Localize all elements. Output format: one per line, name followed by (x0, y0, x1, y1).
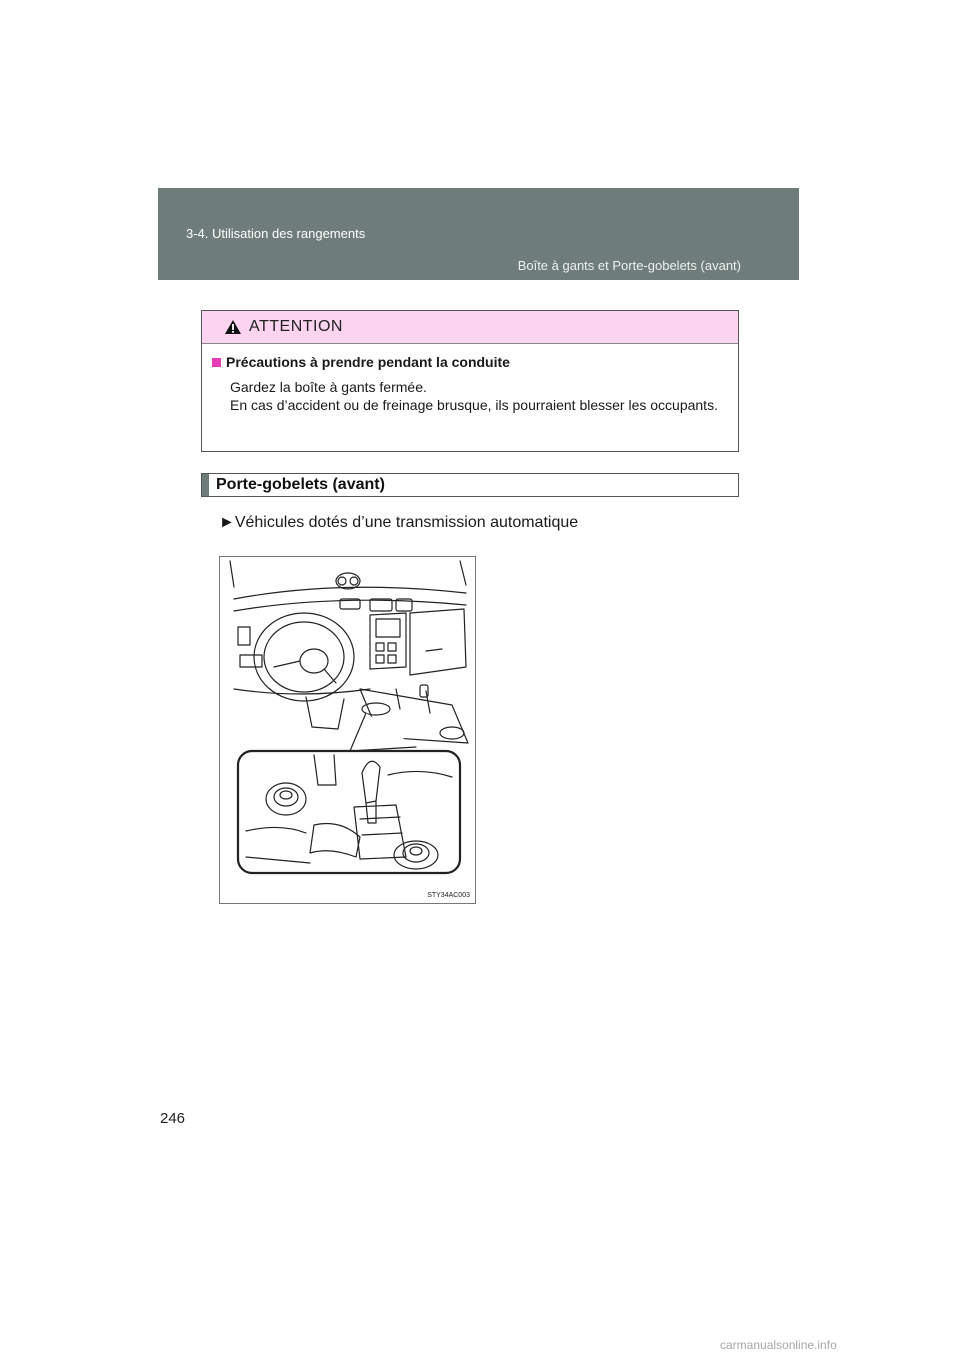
vehicle-type-bullet: ►Véhicules dotés d’une transmission automatique (219, 514, 579, 531)
square-bullet-icon (212, 358, 221, 367)
attention-line: En cas d’accident ou de freinage brusque, ils pourraient blesser les occupants. (230, 397, 718, 413)
attention-heading-text: Précautions à prendre pendant la conduite (226, 354, 510, 370)
warning-triangle-icon (224, 319, 242, 335)
dashboard-drawing (220, 557, 476, 904)
attention-text (230, 378, 732, 414)
page-number: 246 (160, 1110, 186, 1127)
watermark: carmanualsonline.info (720, 1338, 837, 1352)
attention-bar (202, 311, 738, 344)
page-subtitle: Boîte à gants et Porte-gobelets (avant) (517, 258, 741, 273)
figure-code: STY34AC003 (427, 892, 470, 899)
attention-heading (212, 354, 732, 370)
attention-box (201, 310, 739, 452)
section-title-bar (202, 474, 209, 496)
cup-holder-illustration (219, 556, 476, 904)
attention-label: ATTENTION (249, 318, 343, 335)
page-header (158, 188, 799, 280)
section-title: Porte-gobelets (avant) (216, 476, 385, 493)
section-label: 3-4. Utilisation des rangements (186, 226, 366, 241)
section-title-box (201, 473, 739, 497)
attention-line: Gardez la boîte à gants fermée. (230, 379, 427, 395)
